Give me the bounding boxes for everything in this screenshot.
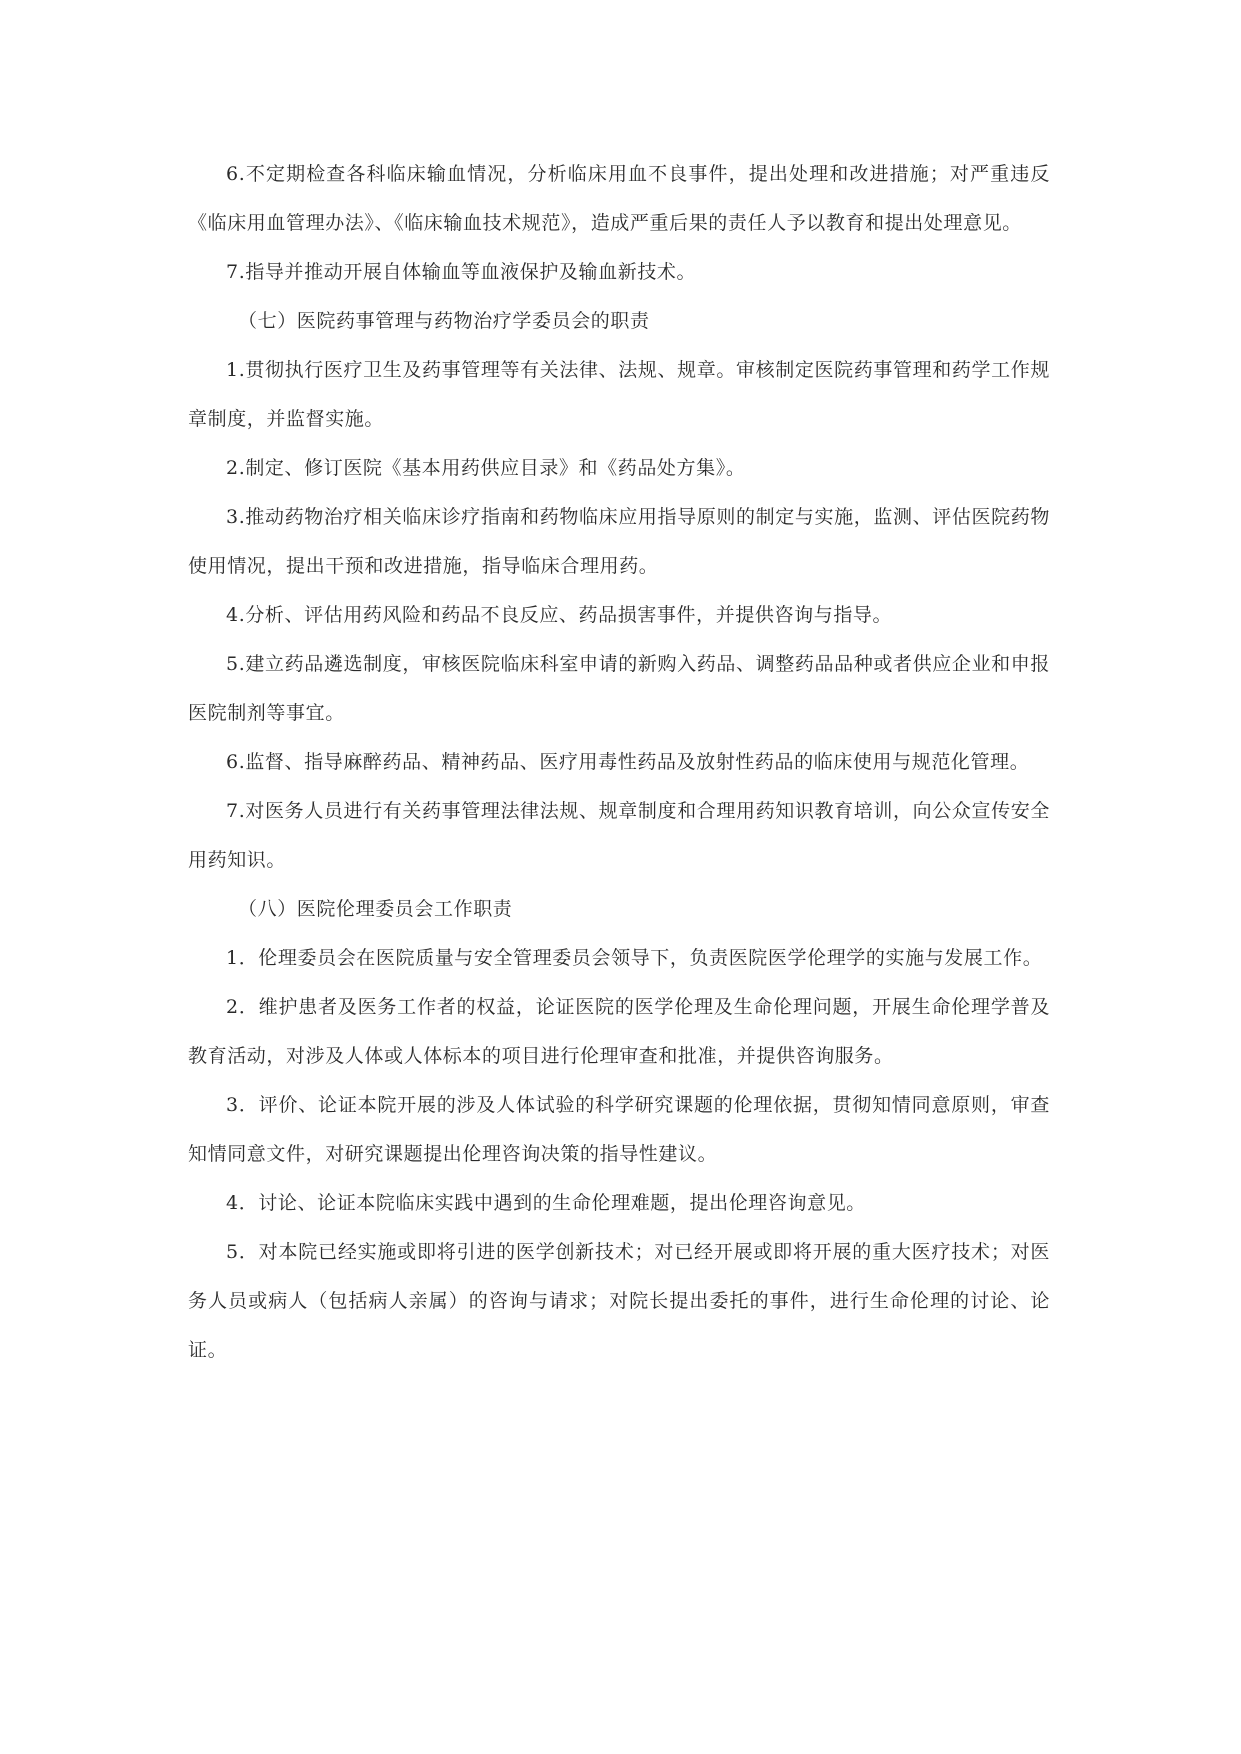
- paragraph-pharmacy-item-3: 3.推动药物治疗相关临床诊疗指南和药物临床应用指导原则的制定与实施，监测、评估医院药物使用情况，提出干预和改进措施，指导临床合理用药。: [188, 506, 1050, 577]
- paragraph-ethics-item-4: 4．讨论、论证本院临床实践中遇到的生命伦理难题，提出伦理咨询意见。: [226, 1192, 866, 1214]
- paragraph-transfusion-item-6: 6.不定期检查各科临床输血情况，分析临床用血不良事件，提出处理和改进措施；对严重违反《临床用血管理办法》、《临床输血技术规范》，造成严重后果的责任人予以教育和提出处理意见。: [188, 163, 1050, 234]
- paragraph-pharmacy-item-2: 2.制定、修订医院《基本用药供应目录》和《药品处方集》。: [226, 457, 746, 479]
- paragraph-ethics-item-2: 2．维护患者及医务工作者的权益，论证医院的医学伦理及生命伦理问题，开展生命伦理学普及教育活动，对涉及人体或人体标本的项目进行伦理审查和批准，并提供咨询服务。: [188, 996, 1050, 1067]
- paragraph-pharmacy-item-6: 6.监督、指导麻醉药品、精神药品、医疗用毒性药品及放射性药品的临床使用与规范化管理。: [226, 751, 1030, 773]
- document-page: [188, 150, 1050, 1375]
- paragraph-pharmacy-item-5: 5.建立药品遴选制度，审核医院临床科室申请的新购入药品、调整药品品种或者供应企业和申报医院制剂等事宜。: [188, 653, 1050, 724]
- paragraph-pharmacy-item-1: 1.贯彻执行医疗卫生及药事管理等有关法律、法规、规章。审核制定医院药事管理和药学工作规章制度，并监督实施。: [188, 359, 1050, 430]
- paragraph-ethics-item-1: 1．伦理委员会在医院质量与安全管理委员会领导下，负责医院医学伦理学的实施与发展工作。: [226, 947, 1043, 969]
- section-heading-ethics-committee: （八）医院伦理委员会工作职责: [238, 898, 513, 920]
- paragraph-pharmacy-item-7: 7.对医务人员进行有关药事管理法律法规、规章制度和合理用药知识教育培训，向公众宣传安全用药知识。: [188, 800, 1050, 871]
- paragraph-ethics-item-3: 3．评价、论证本院开展的涉及人体试验的科学研究课题的伦理依据，贯彻知情同意原则，审查知情同意文件，对研究课题提出伦理咨询决策的指导性建议。: [188, 1094, 1050, 1165]
- section-heading-pharmacy-committee: （七）医院药事管理与药物治疗学委员会的职责: [238, 310, 650, 332]
- paragraph-pharmacy-item-4: 4.分析、评估用药风险和药品不良反应、药品损害事件，并提供咨询与指导。: [226, 604, 893, 626]
- paragraph-ethics-item-5: 5．对本院已经实施或即将引进的医学创新技术；对已经开展或即将开展的重大医疗技术；对医务人员或病人（包括病人亲属）的咨询与请求；对院长提出委托的事件，进行生命伦理的讨论、论证。: [188, 1241, 1050, 1361]
- paragraph-transfusion-item-7: 7.指导并推动开展自体输血等血液保护及输血新技术。: [226, 261, 697, 283]
